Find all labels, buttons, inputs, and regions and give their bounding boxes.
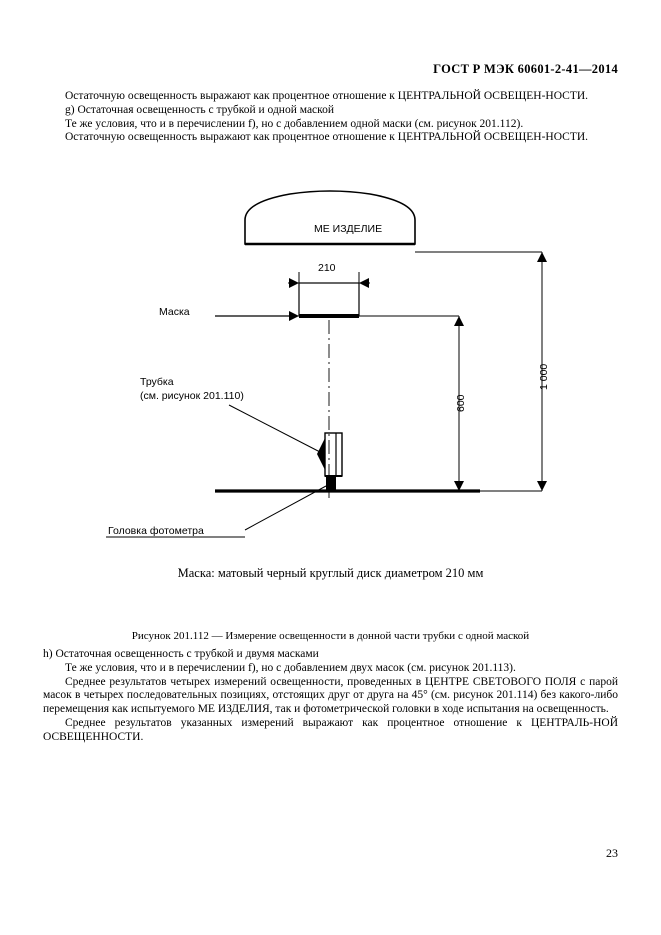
photometer-head xyxy=(326,476,336,490)
paragraph: g) Остаточная освещенность с трубкой и одной маской xyxy=(65,103,335,116)
mask-note: Маска: матовый черный круглый диск диаметром 210 мм xyxy=(177,566,484,580)
top-text-block xyxy=(43,90,618,145)
page-number: 23 xyxy=(606,846,618,860)
paragraph: Те же условия, что и в перечислении f), но с добавлением двух масок (см. рисунок 201.113). xyxy=(65,661,516,674)
dim-1000-arrow-bottom xyxy=(537,481,547,491)
standard-header: ГОСТ Р МЭК 60601-2-41—2014 xyxy=(433,62,618,76)
paragraph: Среднее результатов четырех измерений освещенности, проведенных в ЦЕНТРЕ СВЕТОВОГО ПОЛЯ с парой масок в четырех последовательных позициях, отстоящих друг от друга на 45° (см. рисунок 201.114) без какого-либо перемещения как испытуемого МЕ ИЗДЕЛИЯ, так и фотометрической головки в ходе испытания на освещенность. xyxy=(43,675,618,716)
tube-label-line1: Трубка xyxy=(140,376,174,388)
paragraph: Среднее результатов указанных измерений выражают как процентное отношение к ЦЕНТРАЛЬ-НОЙ ОСВЕЩЕННОСТИ. xyxy=(43,716,618,743)
tube-label-line2: (см. рисунок 201.110) xyxy=(140,390,244,402)
me-device-label: МЕ ИЗДЕЛИЕ xyxy=(314,223,383,235)
dim-1000-label: 1 000 xyxy=(538,363,550,390)
paragraph: Те же условия, что и в перечислении f), но с добавлением одной маски (см. рисунок 201.112). xyxy=(65,117,524,130)
bottom-text-block xyxy=(43,648,618,745)
figure-caption: Рисунок 201.112 — Измерение освещенности в донной части трубки с одной маской xyxy=(131,630,530,642)
tube-leader xyxy=(229,405,320,452)
tube-rect xyxy=(325,433,342,476)
dim-600-arrow-top xyxy=(454,316,464,326)
dim-1000-arrow-top xyxy=(537,252,547,262)
paragraph: Остаточную освещенность выражают как процентное отношение к ЦЕНТРАЛЬНОЙ ОСВЕЩЕН-НОСТИ. xyxy=(65,131,589,144)
mask-rect xyxy=(299,283,359,316)
mask-label: Маска xyxy=(159,306,190,318)
paragraph: h) Остаточная освещенность с трубкой и двумя масками xyxy=(43,648,319,660)
tube-pointer xyxy=(317,438,325,470)
dim-600-label: 600 xyxy=(455,394,467,412)
mask-leader-arrow xyxy=(289,311,299,321)
me-device-outline xyxy=(245,191,415,244)
paragraph: Остаточную освещенность выражают как процентное отношение к ЦЕНТРАЛЬНОЙ ОСВЕЩЕН-НОСТИ. xyxy=(65,90,589,102)
figure-201-112 xyxy=(0,180,661,560)
dim-210-arrow-right xyxy=(359,278,369,288)
dim-210-arrow-left xyxy=(289,278,299,288)
figure-drawing xyxy=(0,180,661,560)
dim-210-label: 210 xyxy=(318,262,336,274)
photometer-label: Головка фотометра xyxy=(108,525,204,537)
